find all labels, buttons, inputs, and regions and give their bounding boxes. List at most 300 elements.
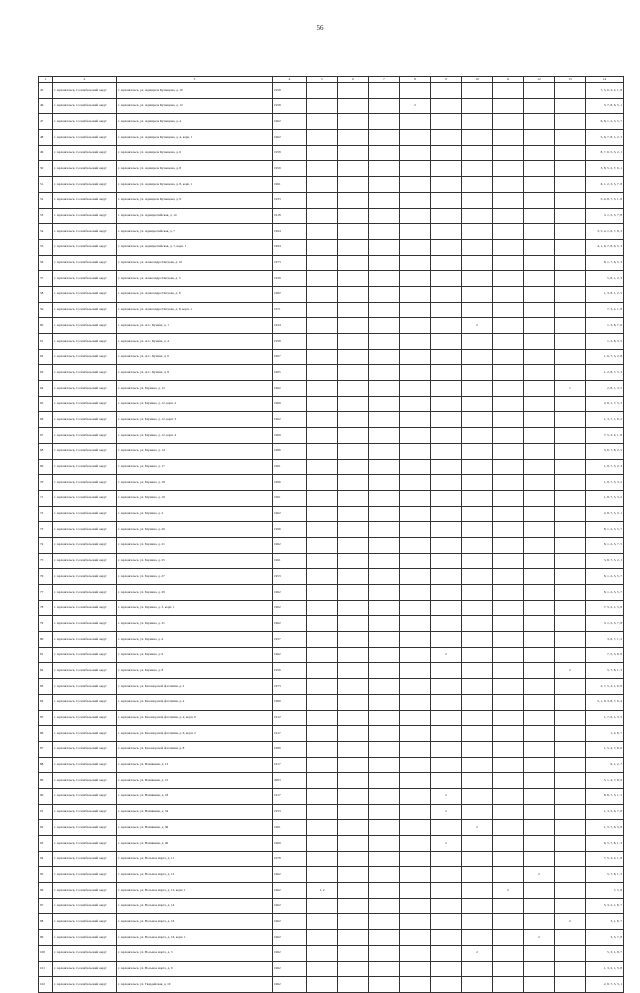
value-cell [555, 114, 586, 130]
value-cell [431, 255, 462, 271]
value-cell: 2 [400, 98, 431, 114]
row-number: 87 [39, 741, 53, 757]
value-cell [400, 271, 431, 287]
row-number: 100 [39, 945, 53, 961]
year-cell: 1989 [273, 741, 307, 757]
codes-cell: 5, 3, 1, 8, 7 [586, 945, 624, 961]
value-cell [338, 286, 369, 302]
municipality-cell: г. Архангельск, Соломбальский округ [53, 98, 117, 114]
value-cell [369, 177, 400, 193]
codes-cell: 5, 8, 1, 2, 3 [586, 271, 624, 287]
year-cell: 1994 [273, 224, 307, 240]
value-cell: 2 [462, 945, 493, 961]
value-cell [555, 443, 586, 459]
value-cell [431, 381, 462, 397]
value-cell [400, 553, 431, 569]
value-cell [431, 914, 462, 930]
year-cell: 1934 [273, 318, 307, 334]
address-cell: г. Архангельск, ул. Александра Петрова, д. 5 [117, 271, 273, 287]
value-cell [431, 490, 462, 506]
year-cell: 1961 [273, 820, 307, 836]
address-cell: г. Архангельск, ул. Адмирала Кузнецова, д. 9 [117, 192, 273, 208]
value-cell [307, 679, 338, 695]
value-cell [307, 412, 338, 428]
value-cell [338, 836, 369, 852]
row-number: 78 [39, 600, 53, 616]
year-cell: 1958 [273, 83, 307, 99]
municipality-cell: г. Архангельск, Соломбальский округ [53, 537, 117, 553]
table-body [39, 83, 624, 993]
value-cell [524, 192, 555, 208]
value-cell [462, 836, 493, 852]
value-cell [369, 773, 400, 789]
year-cell: 1965 [273, 365, 307, 381]
value-cell: 2 [462, 318, 493, 334]
value-cell [307, 334, 338, 350]
value-cell [400, 130, 431, 146]
value-cell [400, 428, 431, 444]
value-cell [462, 600, 493, 616]
value-cell [338, 914, 369, 930]
year-cell: 1962 [273, 537, 307, 553]
value-cell [338, 585, 369, 601]
table-row [39, 632, 624, 648]
value-cell [555, 365, 586, 381]
value-cell [493, 490, 524, 506]
value-cell [369, 365, 400, 381]
value-cell [462, 632, 493, 648]
value-cell [493, 977, 524, 993]
address-cell: г. Архангельск, ул. Восьмое марта, д. 3 [117, 945, 273, 961]
value-cell [493, 114, 524, 130]
table-row [39, 334, 624, 350]
table-row [39, 961, 624, 977]
value-cell [400, 820, 431, 836]
codes-cell: 5, 6, 7, 8, 1, 2, 3 [586, 130, 624, 146]
value-cell [307, 914, 338, 930]
table-row [39, 788, 624, 804]
value-cell [369, 600, 400, 616]
codes-cell: 1, 8, 7, 5, 2, 3 [586, 459, 624, 475]
address-cell: г. Архангельск, ул. Баумана, д. 8 [117, 663, 273, 679]
address-cell: г. Архангельск, ул. Баумана, д. 20 [117, 522, 273, 538]
value-cell [307, 741, 338, 757]
address-cell: г. Архангельск, ул. Баумана, д. 29 [117, 585, 273, 601]
value-cell [555, 506, 586, 522]
municipality-cell: г. Архангельск, Соломбальский округ [53, 741, 117, 757]
value-cell [431, 851, 462, 867]
address-cell: г. Архангельск, ул. Восьмое марта, д. 16, корп. 1 [117, 930, 273, 946]
value-cell [431, 977, 462, 993]
codes-cell: 3, 1, 2, 5, 7, 8 [586, 208, 624, 224]
municipality-cell: г. Архангельск, Соломбальский округ [53, 851, 117, 867]
value-cell [369, 679, 400, 695]
value-cell [524, 616, 555, 632]
row-number: 64 [39, 381, 53, 397]
value-cell [338, 302, 369, 318]
value-cell [338, 224, 369, 240]
value-cell [369, 553, 400, 569]
municipality-cell: г. Архангельск, Соломбальский округ [53, 836, 117, 852]
value-cell [307, 867, 338, 883]
municipality-cell: г. Архангельск, Соломбальский округ [53, 255, 117, 271]
year-cell: 1962 [273, 898, 307, 914]
value-cell [431, 286, 462, 302]
value-cell [524, 647, 555, 663]
value-cell [555, 208, 586, 224]
value-cell [431, 208, 462, 224]
row-number: 84 [39, 694, 53, 710]
codes-cell: 8, 1, 7, 6, 5, 3 [586, 255, 624, 271]
value-cell [307, 490, 338, 506]
value-cell [555, 412, 586, 428]
value-cell [462, 977, 493, 993]
value-cell [338, 459, 369, 475]
value-cell [431, 600, 462, 616]
value-cell [493, 820, 524, 836]
municipality-cell: г. Архангельск, Соломбальский округ [53, 820, 117, 836]
value-cell [431, 945, 462, 961]
row-number: 76 [39, 569, 53, 585]
address-cell: г. Архангельск, ул. Адмирала Кузнецова, д. 8, корп. 1 [117, 177, 273, 193]
value-cell: 2 [431, 647, 462, 663]
table-row [39, 977, 624, 993]
value-cell [307, 836, 338, 852]
value-cell: 2 [524, 867, 555, 883]
table-row [39, 318, 624, 334]
address-cell: г. Архангельск, ул. Восьмое марта, д. 16 [117, 914, 273, 930]
year-cell: 1917 [273, 726, 307, 742]
value-cell [555, 773, 586, 789]
value-cell [493, 224, 524, 240]
value-cell [462, 914, 493, 930]
value-cell [338, 600, 369, 616]
value-cell [369, 977, 400, 993]
row-number: 96 [39, 883, 53, 899]
value-cell [307, 632, 338, 648]
address-cell: г. Архангельск, ул. Восьмое марта, д. 14 [117, 898, 273, 914]
address-cell: г. Архангельск, ул. Баумана, д. 12, корп. 4 [117, 428, 273, 444]
value-cell [400, 318, 431, 334]
value-cell: 2 [555, 663, 586, 679]
value-cell [400, 224, 431, 240]
column-header: 8 [400, 77, 431, 83]
value-cell [493, 537, 524, 553]
value-cell [369, 898, 400, 914]
year-cell: 1967 [273, 349, 307, 365]
value-cell [338, 694, 369, 710]
address-cell: г. Архангельск, ул. Александра Петрова, д. 10 [117, 255, 273, 271]
row-number: 52 [39, 192, 53, 208]
table-row [39, 349, 624, 365]
row-number: 70 [39, 475, 53, 491]
row-number: 99 [39, 930, 53, 946]
value-cell [369, 192, 400, 208]
value-cell [462, 302, 493, 318]
value-cell [462, 710, 493, 726]
value-cell [524, 475, 555, 491]
value-cell [431, 459, 462, 475]
column-header: 5 [307, 77, 338, 83]
value-cell [524, 145, 555, 161]
row-number: 102 [39, 977, 53, 993]
year-cell: 1980 [273, 694, 307, 710]
value-cell [524, 851, 555, 867]
year-cell: 1973 [273, 255, 307, 271]
value-cell [462, 788, 493, 804]
year-cell: 1962 [273, 961, 307, 977]
year-cell: 1912 [273, 710, 307, 726]
address-cell: г. Архангельск, ул. Беломорской флотилии, д. 4 [117, 694, 273, 710]
value-cell: 2 [431, 836, 462, 852]
value-cell [555, 585, 586, 601]
value-cell [462, 459, 493, 475]
value-cell [400, 569, 431, 585]
municipality-cell: г. Архангельск, Соломбальский округ [53, 365, 117, 381]
codes-cell: 8, 1, 2, 3, 5, 7 [586, 522, 624, 538]
value-cell [338, 490, 369, 506]
address-cell: г. Архангельск, ул. Валявкина, д. 13 [117, 757, 273, 773]
value-cell [431, 961, 462, 977]
address-cell: г. Архангельск, ул. Адмиралтейская, д. 7 [117, 224, 273, 240]
table-row [39, 381, 624, 397]
value-cell [524, 883, 555, 899]
value-cell [307, 83, 338, 99]
column-header: 12 [524, 77, 555, 83]
row-number: 101 [39, 961, 53, 977]
value-cell [555, 553, 586, 569]
value-cell [431, 192, 462, 208]
value-cell [338, 412, 369, 428]
value-cell [524, 130, 555, 146]
value-cell [338, 679, 369, 695]
value-cell [369, 710, 400, 726]
value-cell [400, 679, 431, 695]
value-cell [431, 412, 462, 428]
value-cell [369, 867, 400, 883]
column-header: 3 [117, 77, 273, 83]
year-cell: 1971 [273, 302, 307, 318]
value-cell [431, 302, 462, 318]
year-cell: 1933 [273, 192, 307, 208]
value-cell [555, 224, 586, 240]
value-cell [462, 208, 493, 224]
year-cell: 1962 [273, 412, 307, 428]
row-number: 92 [39, 820, 53, 836]
value-cell [555, 396, 586, 412]
codes-cell: 5, 4, 8, 7, 3, 1, 6 [586, 192, 624, 208]
value-cell [493, 443, 524, 459]
address-cell: г. Архангельск, ул. Адмиралтейская, д. 14 [117, 208, 273, 224]
value-cell [400, 883, 431, 899]
value-cell [338, 192, 369, 208]
value-cell [369, 616, 400, 632]
value-cell [524, 396, 555, 412]
value-cell [338, 945, 369, 961]
value-cell [524, 914, 555, 930]
value-cell [524, 428, 555, 444]
value-cell [431, 616, 462, 632]
table-row [39, 271, 624, 287]
value-cell [400, 585, 431, 601]
value-cell [555, 679, 586, 695]
row-number: 49 [39, 145, 53, 161]
row-number: 45 [39, 83, 53, 99]
municipality-cell: г. Архангельск, Соломбальский округ [53, 318, 117, 334]
table-row [39, 145, 624, 161]
value-cell [338, 867, 369, 883]
address-cell: г. Архангельск, ул. А.С. Кучина, д. 6 [117, 349, 273, 365]
value-cell [431, 475, 462, 491]
value-cell [338, 851, 369, 867]
table-row [39, 600, 624, 616]
value-cell [307, 349, 338, 365]
value-cell [493, 177, 524, 193]
value-cell [338, 804, 369, 820]
municipality-cell: г. Архангельск, Соломбальский округ [53, 381, 117, 397]
value-cell [307, 804, 338, 820]
table-row [39, 898, 624, 914]
value-cell: 2 [462, 820, 493, 836]
value-cell [524, 898, 555, 914]
codes-cell: 1, 3, 5, 6, 7, 8 [586, 804, 624, 820]
address-cell: г. Архангельск, ул. Гвардейская, д. 10 [117, 977, 273, 993]
value-cell [307, 773, 338, 789]
value-cell [462, 616, 493, 632]
value-cell [307, 851, 338, 867]
value-cell [338, 114, 369, 130]
value-cell [524, 255, 555, 271]
municipality-cell: г. Архангельск, Соломбальский округ [53, 694, 117, 710]
codes-cell: 5, 7, 8, 1, 3 [586, 867, 624, 883]
value-cell [369, 428, 400, 444]
value-cell [524, 365, 555, 381]
value-cell [555, 569, 586, 585]
value-cell [462, 757, 493, 773]
value-cell [369, 208, 400, 224]
municipality-cell: г. Архангельск, Соломбальский округ [53, 647, 117, 663]
value-cell [462, 804, 493, 820]
value-cell [493, 632, 524, 648]
year-cell: 1994 [273, 239, 307, 255]
value-cell [307, 930, 338, 946]
value-cell [462, 114, 493, 130]
value-cell [524, 224, 555, 240]
value-cell [400, 600, 431, 616]
value-cell [555, 820, 586, 836]
value-cell [555, 334, 586, 350]
value-cell [338, 177, 369, 193]
table-row [39, 647, 624, 663]
value-cell [462, 679, 493, 695]
value-cell [462, 585, 493, 601]
address-cell: г. Архангельск, ул. Баумана, д. 17 [117, 459, 273, 475]
value-cell [493, 726, 524, 742]
value-cell [493, 130, 524, 146]
value-cell [400, 506, 431, 522]
codes-cell: 5, 1, 4, 7, 8, 9 [586, 773, 624, 789]
value-cell [524, 663, 555, 679]
value-cell [369, 930, 400, 946]
value-cell [338, 318, 369, 334]
codes-cell: 8, 1, 2, 3, 5, 7 [586, 569, 624, 585]
codes-cell: 1, 2, 8, 7, 5, 3 [586, 365, 624, 381]
value-cell [524, 506, 555, 522]
value-cell [524, 302, 555, 318]
year-cell: 1957 [273, 632, 307, 648]
value-cell [338, 569, 369, 585]
codes-cell: 6, 8, 1, 2, 3, 5, 7 [586, 114, 624, 130]
value-cell [524, 271, 555, 287]
value-cell [400, 867, 431, 883]
value-cell [307, 365, 338, 381]
codes-cell: 7, 5, 3, 2, 1, 8 [586, 428, 624, 444]
row-number: 74 [39, 537, 53, 553]
value-cell [307, 647, 338, 663]
municipality-cell: г. Архангельск, Соломбальский округ [53, 788, 117, 804]
value-cell [493, 145, 524, 161]
value-cell [369, 349, 400, 365]
value-cell [307, 396, 338, 412]
value-cell [524, 318, 555, 334]
value-cell [493, 600, 524, 616]
table-row [39, 804, 624, 820]
value-cell [524, 177, 555, 193]
codes-cell: 1, 6, 7, 5, 2, 8 [586, 349, 624, 365]
row-number: 66 [39, 412, 53, 428]
value-cell [400, 412, 431, 428]
value-cell [524, 836, 555, 852]
value-cell [555, 788, 586, 804]
municipality-cell: г. Архангельск, Соломбальский округ [53, 804, 117, 820]
municipality-cell: г. Архангельск, Соломбальский округ [53, 334, 117, 350]
value-cell [431, 334, 462, 350]
table-row [39, 930, 624, 946]
address-cell: г. Архангельск, ул. А.С. Кучина, д. 4 [117, 334, 273, 350]
value-cell [462, 898, 493, 914]
value-cell [400, 334, 431, 350]
value-cell [307, 475, 338, 491]
value-cell [493, 286, 524, 302]
municipality-cell: г. Архангельск, Соломбальский округ [53, 459, 117, 475]
value-cell [555, 961, 586, 977]
table-row [39, 741, 624, 757]
value-cell [555, 271, 586, 287]
codes-cell: 1, 2, 8, 7 [586, 726, 624, 742]
value-cell [524, 726, 555, 742]
value-cell [462, 694, 493, 710]
page-number: 56 [316, 24, 324, 32]
address-cell: г. Архангельск, ул. Баумана, д. 12, корп. 2 [117, 396, 273, 412]
value-cell [555, 318, 586, 334]
value-cell [338, 98, 369, 114]
value-cell [524, 98, 555, 114]
value-cell [369, 381, 400, 397]
value-cell [555, 694, 586, 710]
row-number: 93 [39, 836, 53, 852]
value-cell [555, 726, 586, 742]
value-cell [369, 945, 400, 961]
value-cell [307, 192, 338, 208]
value-cell [307, 663, 338, 679]
municipality-cell: г. Архангельск, Соломбальский округ [53, 585, 117, 601]
address-cell: г. Архангельск, ул. А.С. Кучина, д. 1 [117, 318, 273, 334]
value-cell [431, 898, 462, 914]
value-cell [524, 381, 555, 397]
value-cell [400, 208, 431, 224]
value-cell [493, 522, 524, 538]
column-header: 1 [39, 77, 53, 83]
